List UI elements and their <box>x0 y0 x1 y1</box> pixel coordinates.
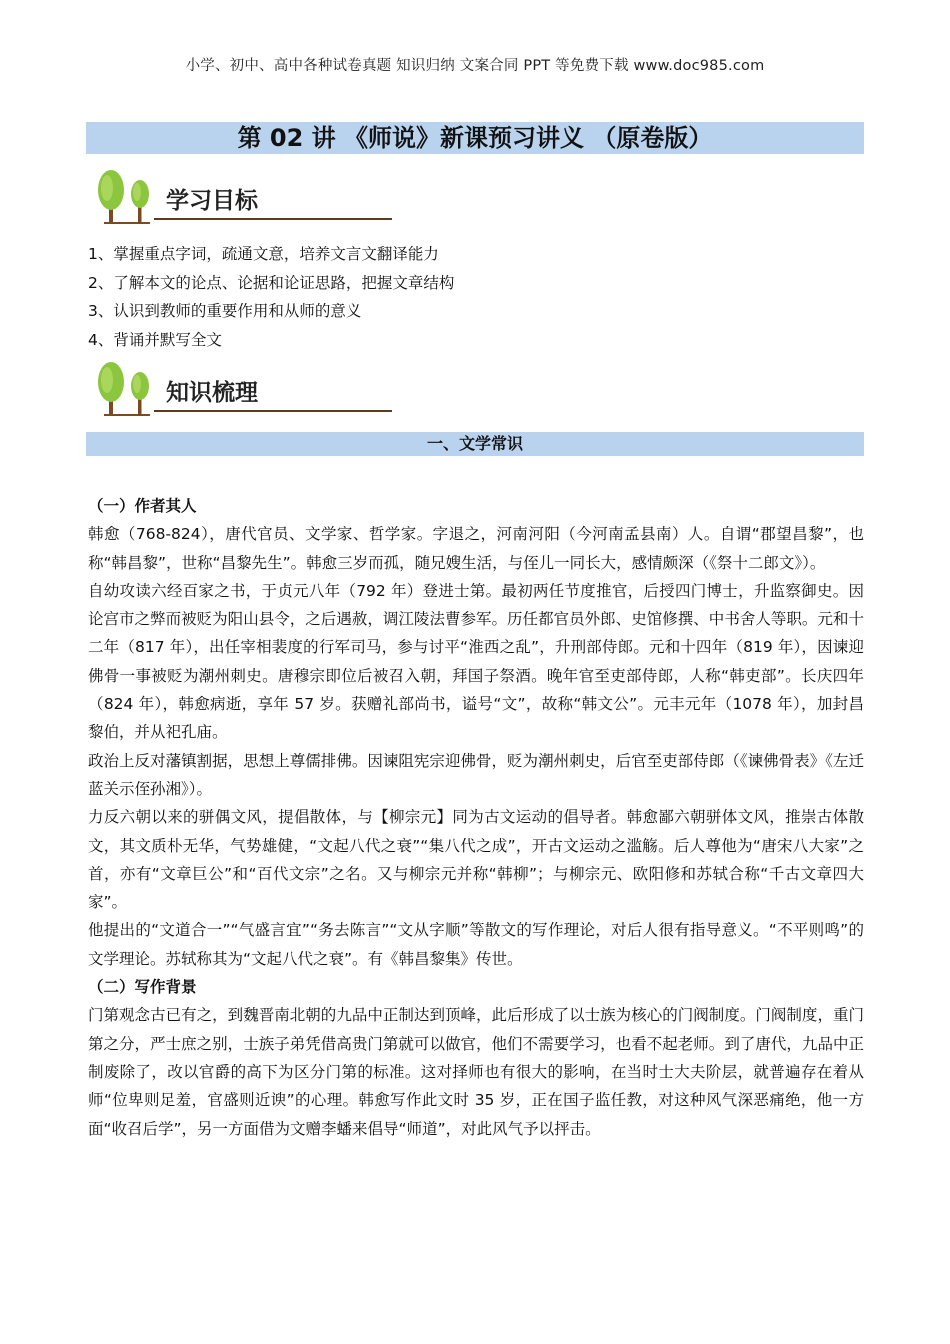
objectives-heading: 学习目标 <box>166 188 258 214</box>
section-heading-band: 一、文学常识 <box>86 432 864 456</box>
list-item: 4、背诵并默写全文 <box>88 330 222 349</box>
paragraph: 韩愈（768-824），唐代官员、文学家、哲学家。字退之，河南河阳（今河南孟县南）人。自谓“郡望昌黎”，也称“韩昌黎”，世称“昌黎先生”。韩愈三岁而孤，随兄嫂生活，与侄儿一同长大，感情颇深（《祭十二郎文》）。 <box>88 525 864 572</box>
list-item: 3、认识到教师的重要作用和从师的意义 <box>88 302 362 320</box>
author-subhead: （一）作者其人 <box>88 497 197 515</box>
objectives-list <box>88 240 868 354</box>
page-header: 小学、初中、高中各种试卷真题 知识归纳 文案合同 PPT 等免费下载 www.doc985.com <box>185 58 765 74</box>
page-title: 第 02 讲 《师说》新课预习讲义 （原卷版） <box>86 122 864 154</box>
paragraph: 门第观念古已有之，到魏晋南北朝的九品中正制达到顶峰，此后形成了以士族为核心的门阀制度。门阀制度，重门第之分，严士庶之别，士族子弟凭借高贵门第就可以做官，他们不需要学习，也看不起老师。到了唐代，九品中正制废除了，改以官爵的高下为区分门第的标准。这对择师也有很大的影响，在当时士大夫阶层，就普遍存在着从师“位卑则足羞，官盛则近谀”的心理。韩愈写作此文时 35 岁，正在国子监任教，对这种风气深恶痛绝，他一方面“收召后学”，另一方面借为文赠李蟠来倡导“师道”，对此风气予以抨击。 <box>88 1006 864 1138</box>
list-item: 1、掌握重点字词，疏通文意，培养文言文翻译能力 <box>88 245 439 263</box>
paragraph: 力反六朝以来的骈偶文风，提倡散体，与【柳宗元】同为古文运动的倡导者。韩愈鄙六朝骈体文风，推崇古体散文，其文质朴无华，气势雄健，“文起八代之衰”“集八代之成”，开古文运动之滥觞。后人尊他为“唐宋八大家”之首，亦有“文章巨公”和“百代文宗”之名。又与柳宗元并称“韩柳”；与柳宗元、欧阳修和苏轼合称“千古文章四大家”。 <box>88 808 864 912</box>
tree-icon <box>94 360 156 418</box>
objectives-heading-logo <box>94 168 304 228</box>
paragraph: 他提出的“文道合一”“气盛言宜”“务去陈言”“文从字顺”等散文的写作理论，对后人很有指导意义。“不平则鸣”的文学理论。苏轼称其为“文起八代之衰”。有《韩昌黎集》传世。 <box>88 921 864 968</box>
paragraph: 政治上反对藩镇割据，思想上尊儒排佛。因谏阻宪宗迎佛骨，贬为潮州刺史，后官至吏部侍郎（《谏佛骨表》《左迁蓝关示侄孙湘》）。 <box>88 751 864 798</box>
heading-underline <box>154 410 392 412</box>
background-subhead: （二）写作背景 <box>88 978 197 997</box>
list-item: 2、了解本文的论点、论据和论证思路，把握文章结构 <box>88 273 455 292</box>
heading-underline <box>154 218 392 220</box>
paragraph: 自幼攻读六经百家之书，于贞元八年（792 年）登进士第。最初两任节度推官，后授四门博士，升监察御史。因论宫市之弊而被贬为阳山县令，之后遇赦，调江陵法曹参军。历任都官员外郎、史馆修撰、中书舍人等职。元和十二年（817 年），出任宰相裴度的行军司马，参与讨平“淮西之乱”，升刑部侍郎。元和十四年（819 年），因谏迎佛骨一事被贬为潮州刺史。唐穆宗即位后被召入朝，拜国子祭酒。晚年官至吏部侍郎，人称“韩吏部”。长庆四年（824 年），韩愈病逝，享年 57 岁。获赠礼部尚书，谥号“文”，故称“韩文公”。元丰元年（1078 年），加封昌黎伯，并从祀孔庙。 <box>88 581 864 742</box>
body-text <box>88 492 864 1143</box>
tree-icon <box>94 168 156 226</box>
knowledge-heading: 知识梳理 <box>166 380 258 406</box>
knowledge-heading-logo <box>94 360 304 420</box>
